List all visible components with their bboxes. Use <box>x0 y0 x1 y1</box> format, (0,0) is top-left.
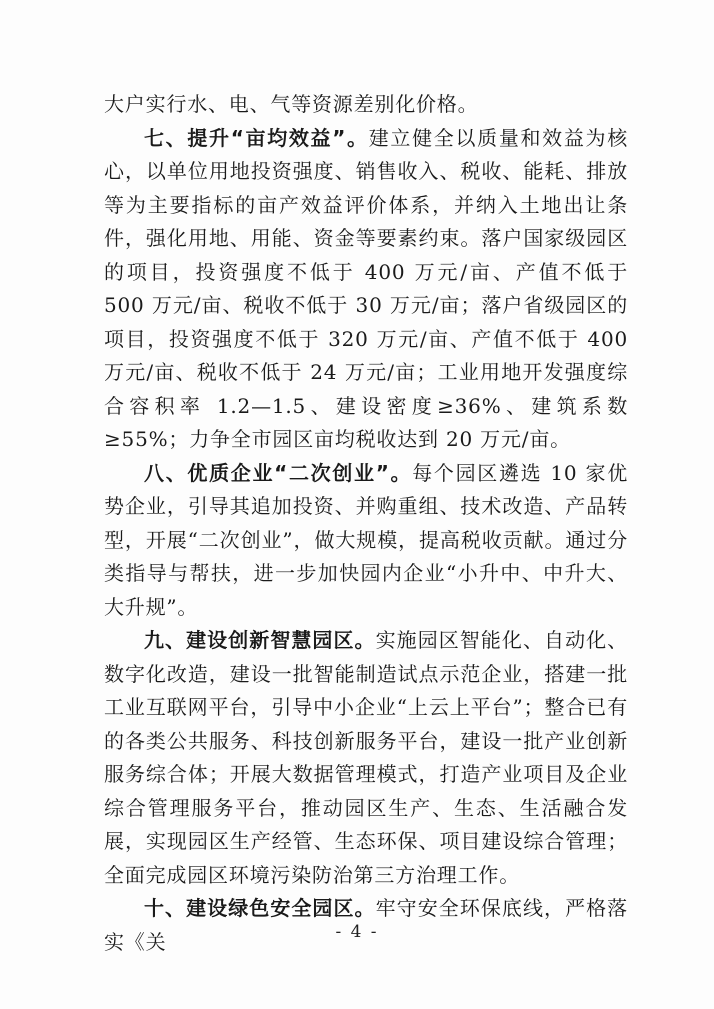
paragraph-text: 牢守安全环保底线，严格落实《关 <box>104 896 628 954</box>
paragraph-text: 实施园区智能化、自动化、数字化改造，建设一批智能制造试点示范企业，搭建一批工业互联网平台，引导中小企业“上云上平台”；整合已有的各类公共服务、科技创新服务平台，建设一批产业创新服务综合体；开展大数据管理模式，打造产业项目及企业综合管理服务平台，推动园区生产、生态、生活融合发展，实现园区生产经管、生态环保、项目建设综合管理；全面完成园区环境污染防治第三方治理工作。 <box>104 628 628 887</box>
paragraph-section-8 <box>104 457 628 625</box>
document-body <box>104 88 628 959</box>
paragraph-section-9 <box>104 624 628 892</box>
paragraph-text: 大户实行水、电、气等资源差别化价格。 <box>104 92 479 116</box>
section-heading: 十、建设绿色安全园区。 <box>144 896 376 920</box>
section-heading: 八、优质企业“二次创业”。 <box>144 460 413 485</box>
section-heading: 九、建设创新智慧园区。 <box>144 628 376 652</box>
page-number: - 4 - <box>335 922 379 942</box>
paragraph-continuation <box>104 88 628 122</box>
section-heading: 七、提升“亩均效益”。 <box>144 125 369 150</box>
paragraph-text: 每个园区遴选 10 家优势企业，引导其追加投资、并购重组、技术改造、产品转型，开展“二次创业”，做大规模，提高税收贡献。通过分类指导与帮扶，进一步加快园内企业“小升中、中升大、大升规”。 <box>104 460 628 619</box>
paragraph-section-7 <box>104 122 628 457</box>
paragraph-text: 建立健全以质量和效益为核心，以单位用地投资强度、销售收入、税收、能耗、排放等为主要指标的亩产效益评价体系，并纳入土地出让条件，强化用地、用能、资金等要素约束。落户国家级园区的项目，投资强度不低于 400 万元/亩、产值不低于 500 万元/亩、税收不低于 30 万元/亩；落户省级园区的项目，投资强度不低于 320 万元/亩、产值不低于 400 万元/亩、税收不低于 24 万元/亩；工业用地开发强度综合容积率 1.2—1.5、建设密度≥36%、建筑系数≥55%；力争全市园区亩均税收达到 20 万元/亩。 <box>104 125 628 451</box>
